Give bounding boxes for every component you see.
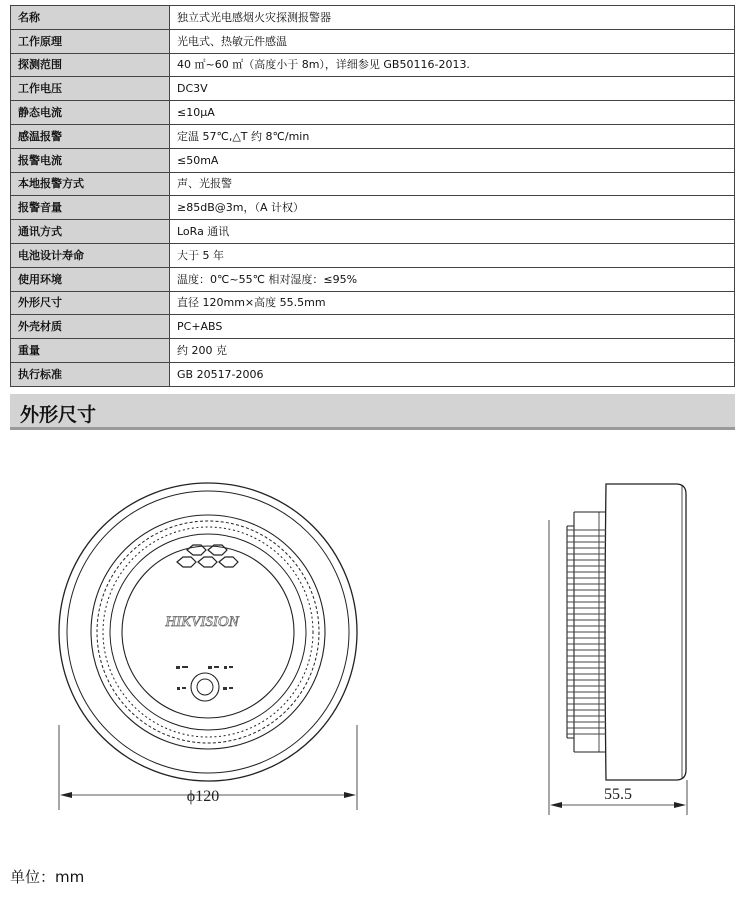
spec-value: 温度：0℃~55℃ 相对湿度：≤95%: [170, 267, 735, 291]
section-header: [10, 394, 735, 430]
spec-value: ≤10μA: [170, 101, 735, 125]
spec-label: 使用环境: [11, 267, 170, 291]
spec-value: 直径 120mm×高度 55.5mm: [170, 291, 735, 315]
spec-value: 定温 57℃,△T 约 8℃/min: [170, 124, 735, 148]
spec-row: [11, 77, 735, 101]
spec-row: [11, 196, 735, 220]
spec-row: [11, 124, 735, 148]
spec-label: 工作电压: [11, 77, 170, 101]
spec-label: 名称: [11, 6, 170, 30]
spec-value: DC3V: [170, 77, 735, 101]
spec-value: GB 20517-2006: [170, 362, 735, 386]
spec-value: LoRa 通讯: [170, 220, 735, 244]
spec-value: 大于 5 年: [170, 243, 735, 267]
spec-value: 声、光报警: [170, 172, 735, 196]
spec-value: 光电式、热敏元件感温: [170, 29, 735, 53]
spec-label: 静态电流: [11, 101, 170, 125]
spec-row: [11, 243, 735, 267]
spec-row: [11, 29, 735, 53]
spec-label: 报警音量: [11, 196, 170, 220]
spec-label: 感温报警: [11, 124, 170, 148]
spec-row: [11, 101, 735, 125]
spec-label: 外壳材质: [11, 315, 170, 339]
spec-label: 报警电流: [11, 148, 170, 172]
spec-label: 探测范围: [11, 53, 170, 77]
spec-label: 通讯方式: [11, 220, 170, 244]
spec-value: ≥85dB@3m，（A 计权）: [170, 196, 735, 220]
spec-value: 40 ㎡~60 ㎡（高度小于 8m），详细参见 GB50116-2013.: [170, 53, 735, 77]
spec-label: 执行标准: [11, 362, 170, 386]
spec-row: [11, 220, 735, 244]
spec-table: [10, 5, 735, 387]
vent-fins: [567, 530, 606, 734]
unit-note: 单位：mm: [10, 868, 85, 886]
spec-row: [11, 362, 735, 386]
spec-label: 电池设计寿命: [11, 243, 170, 267]
side-view: [549, 484, 687, 815]
spec-label: 重量: [11, 339, 170, 363]
indicator-labels-icon: [176, 666, 233, 690]
test-button-icon: [191, 673, 219, 701]
section-title: 外形尺寸: [20, 404, 97, 426]
spec-row: [11, 53, 735, 77]
spec-row: [11, 6, 735, 30]
spec-row: [11, 315, 735, 339]
spec-label: 本地报警方式: [11, 172, 170, 196]
spec-value: 约 200 克: [170, 339, 735, 363]
diameter-label: ϕ120: [186, 788, 220, 805]
dimension-drawing: [0, 430, 750, 860]
spec-label: 外形尺寸: [11, 291, 170, 315]
spec-value: PC+ABS: [170, 315, 735, 339]
spec-row: [11, 291, 735, 315]
brand-logo: HIKVISION: [165, 614, 239, 630]
spec-label: 工作原理: [11, 29, 170, 53]
height-label: 55.5: [604, 786, 632, 803]
spec-value: 独立式光电感烟火灾探测报警器: [170, 6, 735, 30]
spec-row: [11, 267, 735, 291]
front-view: [59, 483, 357, 810]
spec-row: [11, 148, 735, 172]
spec-row: [11, 339, 735, 363]
spec-value: ≤50mA: [170, 148, 735, 172]
spec-row: [11, 172, 735, 196]
